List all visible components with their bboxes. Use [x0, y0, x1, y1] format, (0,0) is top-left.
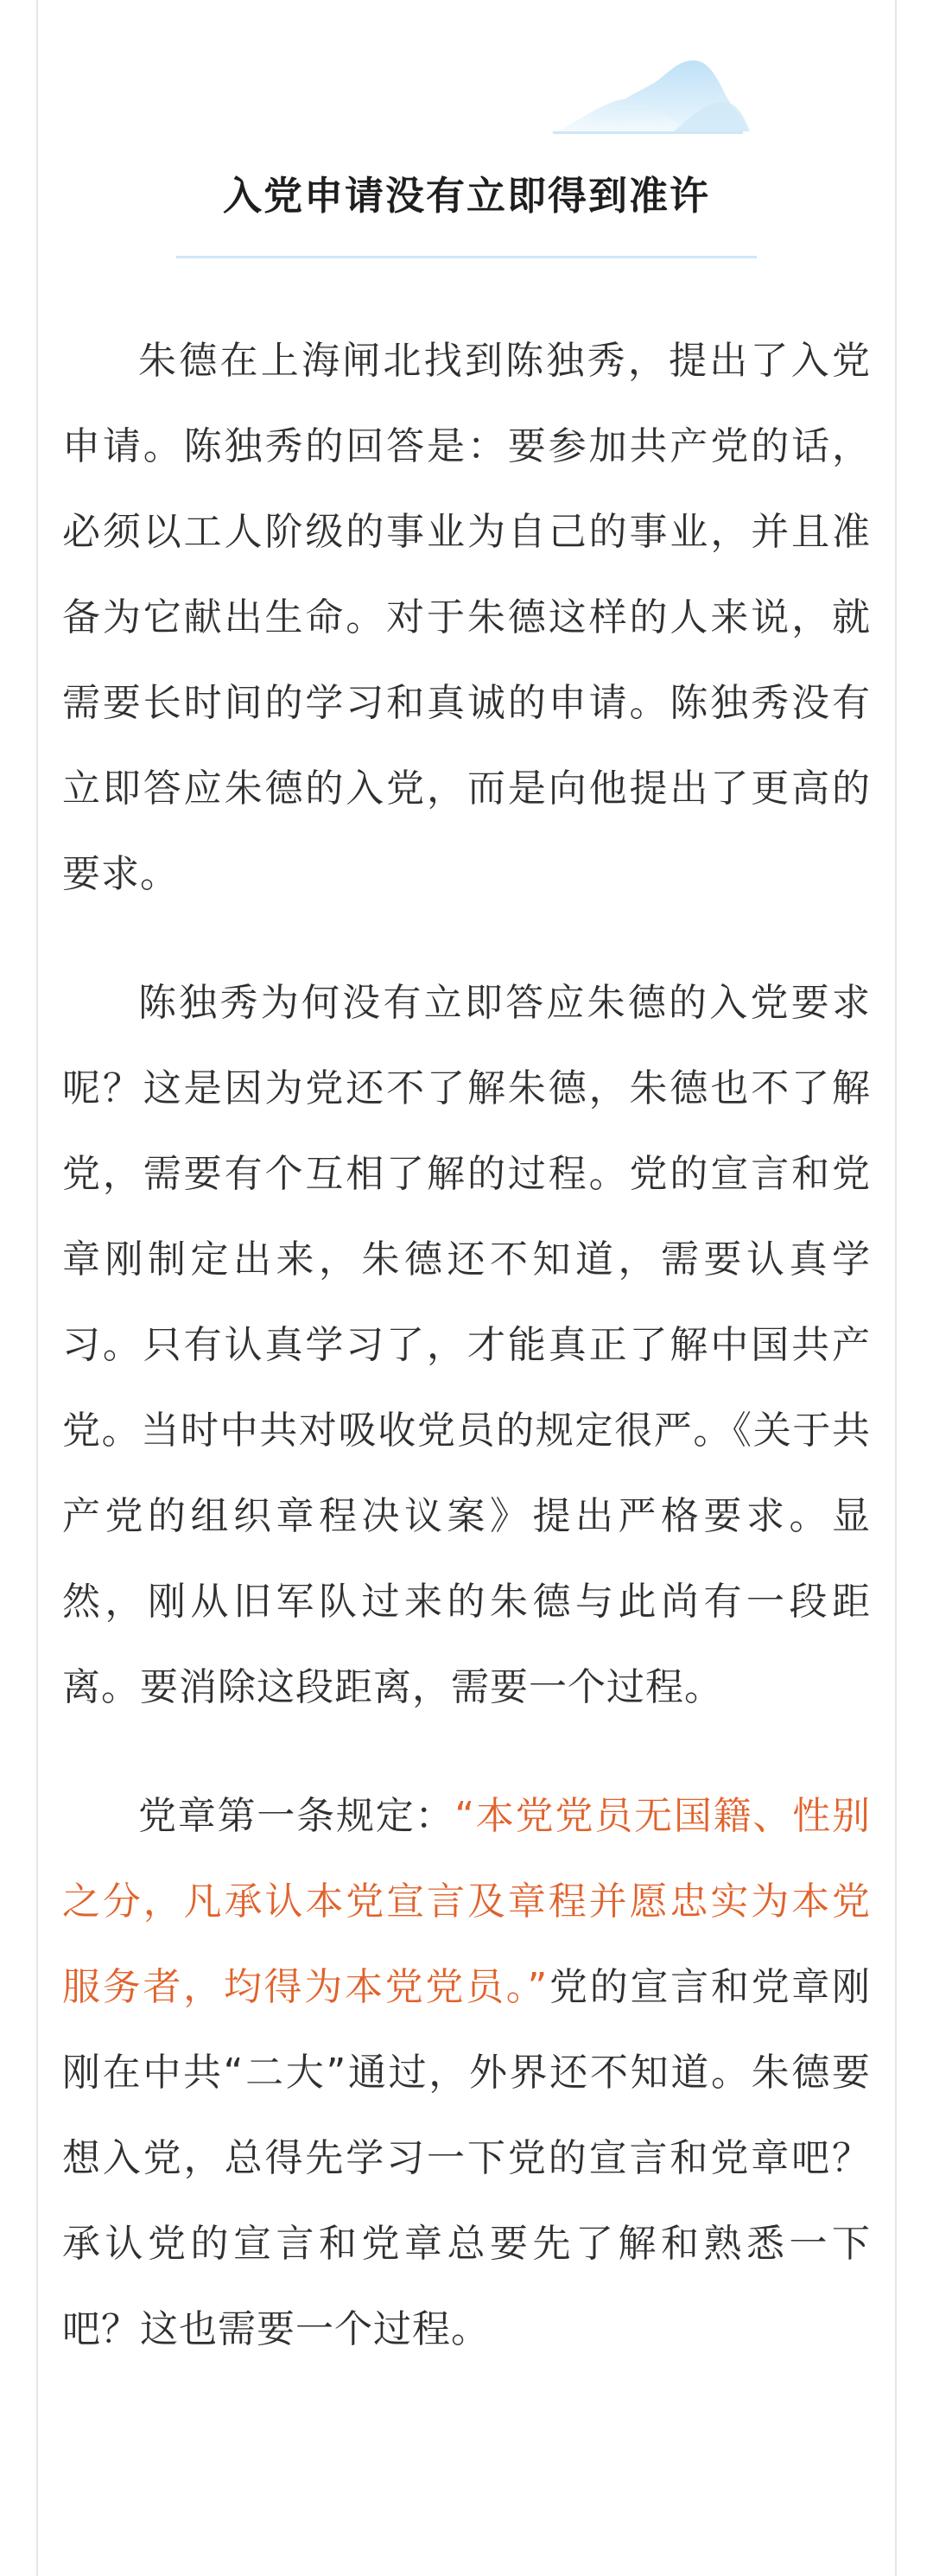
title-divider-bottom — [176, 256, 757, 258]
paragraph-2: 陈独秀为何没有立即答应朱德的入党要求呢？这是因为党还不了解朱德，朱德也不了解党，需要有个互相了解的过程。党的宣言和党章刚制定出来，朱德还不知道，需要认真学习。只有认真学习了，才能真正了解中国共产党。当时中共对吸收党员的规定很严。《关于共产党的组织章程决议案》提出严格要求。显然，刚从旧军队过来的朱德与此尚有一段距离。要消除这段距离，需要一个过程。 — [62, 981, 871, 1709]
paragraph-1: 朱德在上海闸北找到陈独秀，提出了入党申请。陈独秀的回答是：要参加共产党的话，必须以工人阶级的事业为自己的事业，并且准备为它献出生命。对于朱德这样的人来说，就需要长时间的学习和真诚的申请。陈独秀没有立即答应朱德的入党，而是向他提出了更高的要求。 — [62, 339, 871, 896]
right-border — [895, 0, 897, 2576]
article-title: 入党申请没有立即得到准许 — [222, 173, 710, 219]
left-border — [36, 0, 38, 2576]
paragraph-3 — [62, 1773, 871, 2372]
mountain-icon — [553, 52, 752, 138]
article-body — [62, 318, 871, 2372]
party-constitution-quote: “本党党员无国籍、性别之分，凡承认本党宣言及章程并愿忠实为本党服务者，均得为本党党员。” — [62, 1794, 871, 2009]
title-divider-top — [553, 131, 743, 134]
paragraph-3-rest: 党的宣言和党章刚刚在中共“二大”通过，外界还不知道。朱德要想入党，总得先学习一下党的宣言和党章吧？承认党的宣言和党章总要先了解和熟悉一下吧？这也需要一个过程。 — [62, 1965, 872, 2351]
section-header — [0, 0, 933, 277]
paragraph-3-lead: 党章第一条规定： — [138, 1794, 455, 1838]
